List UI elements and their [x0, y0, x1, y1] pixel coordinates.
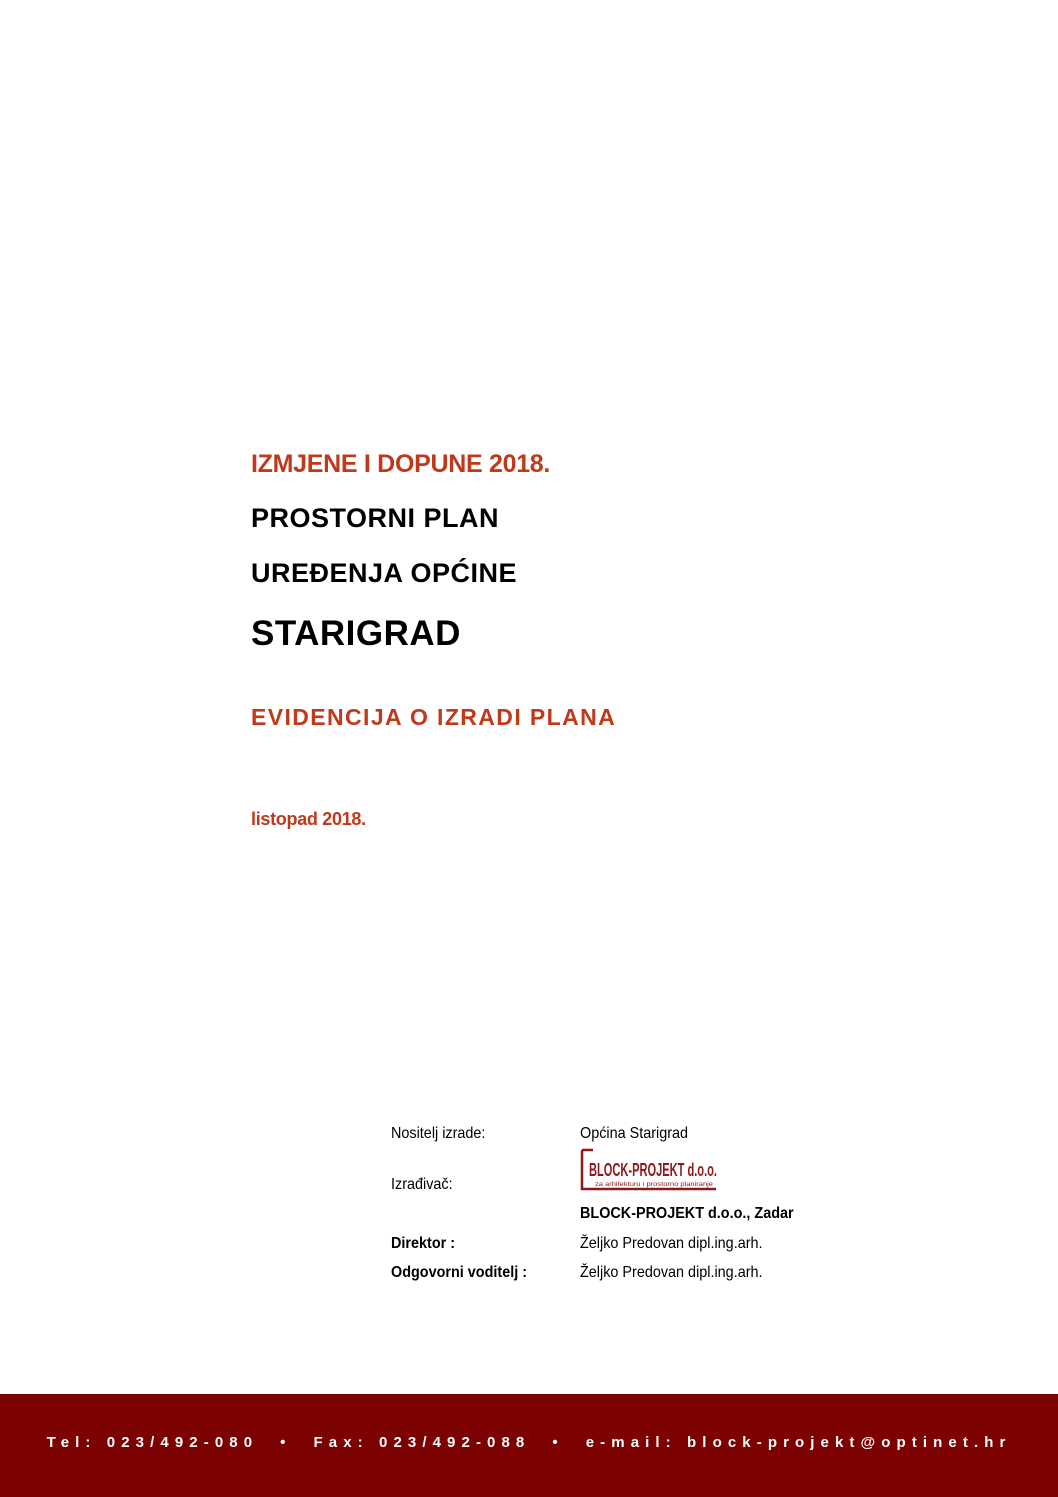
subtitle-evidencija: EVIDENCIJA O IZRADI PLANA: [251, 704, 617, 730]
logo-tagline: za arhitekturu i prostorno planiranje: [595, 1182, 714, 1188]
footer-separator: •: [552, 1434, 564, 1451]
footer-separator: •: [280, 1434, 292, 1451]
footer-contact: [0, 1434, 1058, 1451]
title-izmjene: IZMJENE I DOPUNE 2018.: [251, 450, 551, 478]
voditelj-value: Željko Predovan dipl.ing.arh.: [580, 1264, 763, 1281]
title-uredenja-opcine: UREĐENJA OPĆINE: [251, 558, 518, 588]
footer-fax: Fax: 023/492-088: [313, 1434, 531, 1451]
direktor-label: Direktor :: [391, 1235, 456, 1252]
nositelj-value: Općina Starigrad: [580, 1125, 689, 1142]
voditelj-label: Odgovorni voditelj :: [391, 1264, 527, 1281]
title-starigrad: STARIGRAD: [251, 614, 461, 653]
nositelj-label: Nositelj izrade:: [391, 1125, 486, 1142]
izradivac-label: Izrađivač:: [391, 1176, 453, 1193]
logo-name: BLOCK-PROJEKT d.o.o.: [589, 1160, 717, 1180]
title-prostorni-plan: PROSTORNI PLAN: [251, 503, 500, 533]
block-projekt-logo: [581, 1149, 721, 1191]
footer-tel: Tel: 023/492-080: [46, 1434, 259, 1451]
footer-email: e-mail: block-projekt@optinet.hr: [585, 1434, 1012, 1451]
direktor-value: Željko Predovan dipl.ing.arh.: [580, 1235, 763, 1252]
company-value: BLOCK-PROJEKT d.o.o., Zadar: [580, 1205, 794, 1222]
document-date: listopad 2018.: [251, 809, 366, 829]
